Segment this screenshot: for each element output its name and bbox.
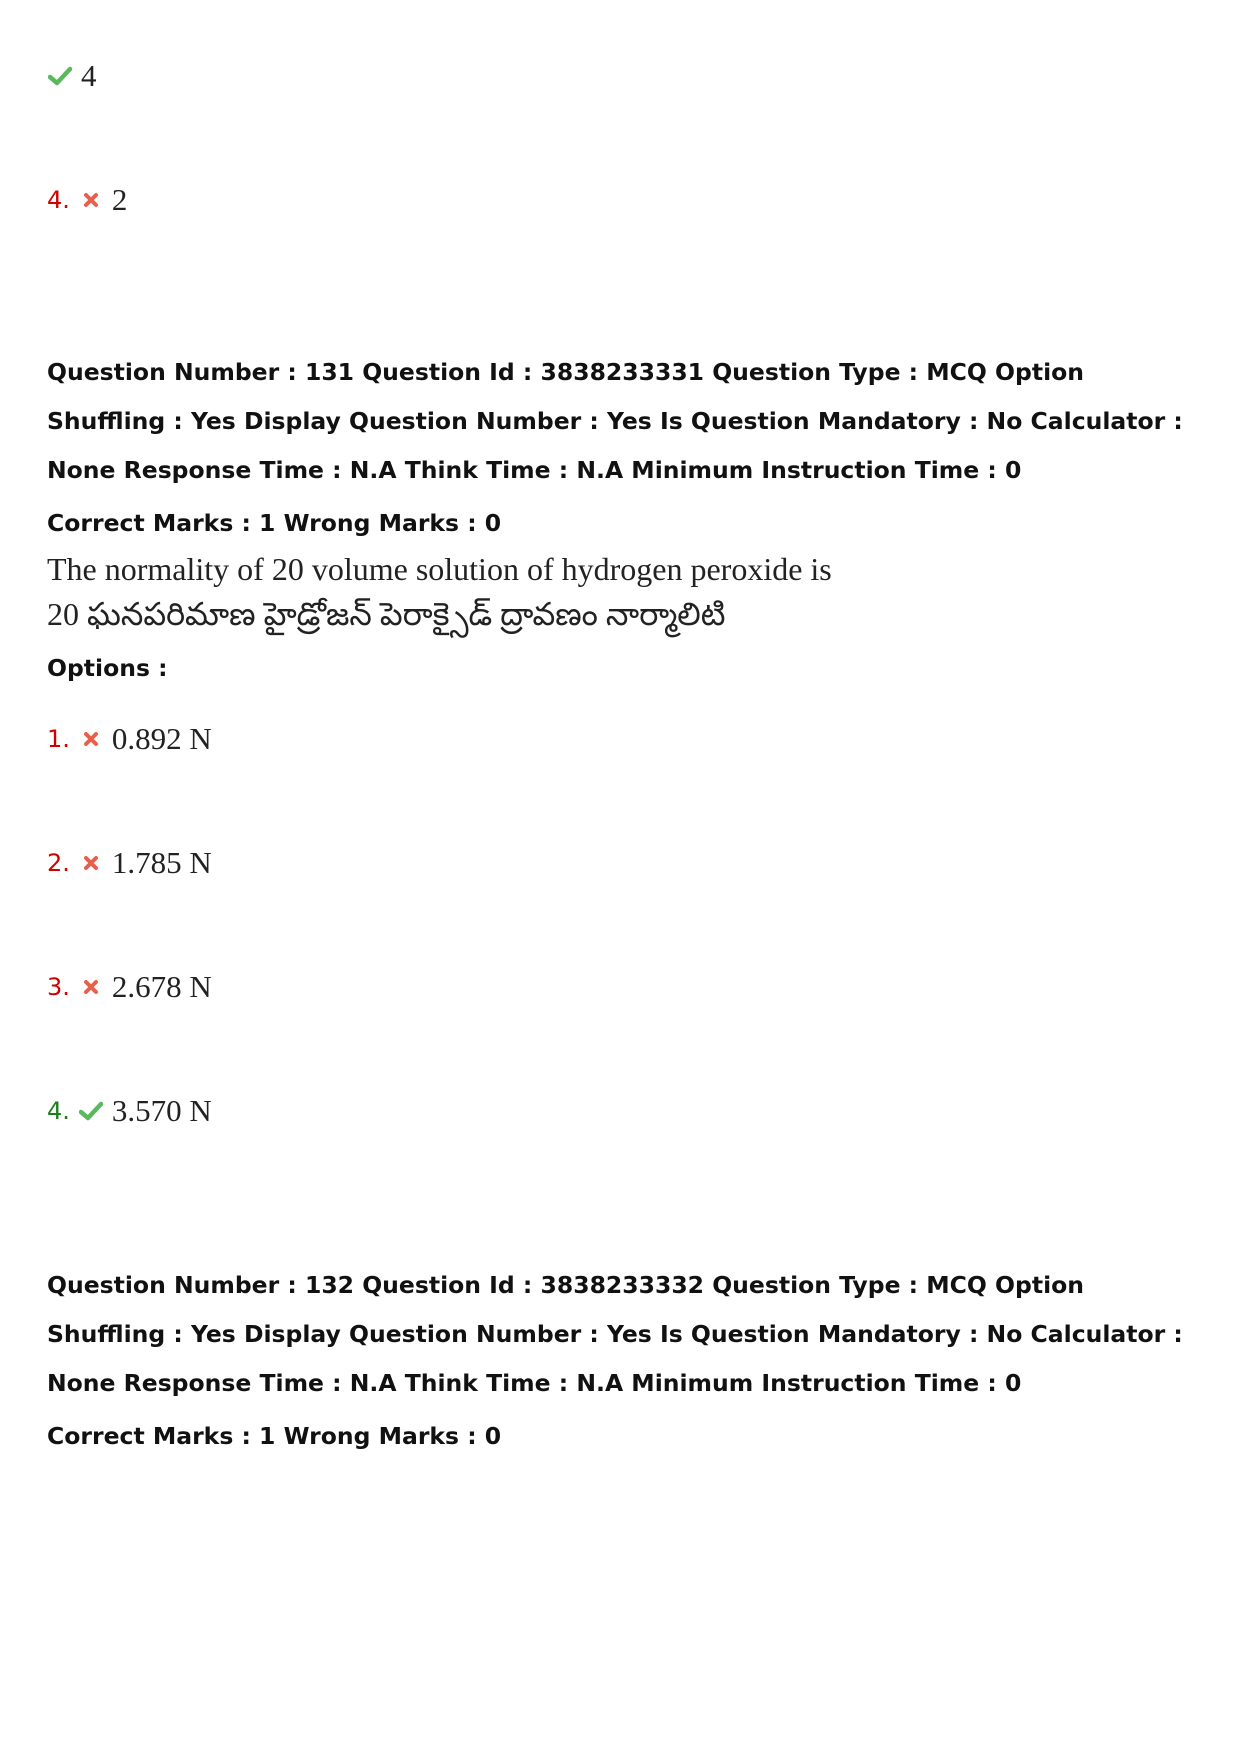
question-131-marks: Correct Marks : 1 Wrong Marks : 0 bbox=[47, 509, 502, 537]
check-icon bbox=[47, 63, 73, 89]
cross-icon bbox=[78, 187, 104, 213]
option-row-4 bbox=[47, 1089, 212, 1133]
option-value: 2 bbox=[111, 182, 128, 217]
question-131-text-telugu: 20 ఘనపరిమాణ హైడ్రోజన్ పెరాక్సైడ్ ద్రావణం నార్మాలిటి bbox=[47, 596, 726, 632]
question-131-text-english: The normality of 20 volume solution of hydrogen peroxide is bbox=[47, 551, 832, 587]
option-number: 4. bbox=[47, 1097, 70, 1125]
option-number: 1. bbox=[47, 725, 70, 753]
option-value: 1.785 N bbox=[111, 845, 212, 880]
option-row-2 bbox=[47, 841, 212, 885]
question-132-meta: Question Number : 132 Question Id : 3838233332 Question Type : MCQ Option Shuffling : Yes Display Question Number : Yes Is Question Mandatory : No Calculator : None Response Time : N.A Think Time : N.A Minimum Instruction Time : 0 bbox=[47, 1271, 1183, 1397]
option-value: 4 bbox=[81, 58, 97, 93]
option-number: 3. bbox=[47, 973, 70, 1001]
check-icon bbox=[78, 1098, 104, 1124]
cross-icon bbox=[78, 974, 104, 1000]
option-row-1 bbox=[47, 717, 212, 761]
option-row-3 bbox=[47, 965, 212, 1009]
option-value: 3.570 N bbox=[111, 1093, 212, 1128]
cross-icon bbox=[78, 726, 104, 752]
options-label: Options : bbox=[47, 654, 168, 682]
prev-option-row bbox=[47, 178, 127, 222]
cross-icon bbox=[78, 850, 104, 876]
prev-option-row bbox=[47, 54, 97, 98]
option-value: 0.892 N bbox=[111, 721, 212, 756]
option-value: 2.678 N bbox=[111, 969, 212, 1004]
question-132-marks: Correct Marks : 1 Wrong Marks : 0 bbox=[47, 1422, 502, 1450]
option-number: 2. bbox=[47, 849, 70, 877]
question-131-meta: Question Number : 131 Question Id : 3838233331 Question Type : MCQ Option Shuffling : Yes Display Question Number : Yes Is Question Mandatory : No Calculator : None Response Time : N.A Think Time : N.A Minimum Instruction Time : 0 bbox=[47, 358, 1183, 484]
option-number: 4. bbox=[47, 186, 70, 214]
